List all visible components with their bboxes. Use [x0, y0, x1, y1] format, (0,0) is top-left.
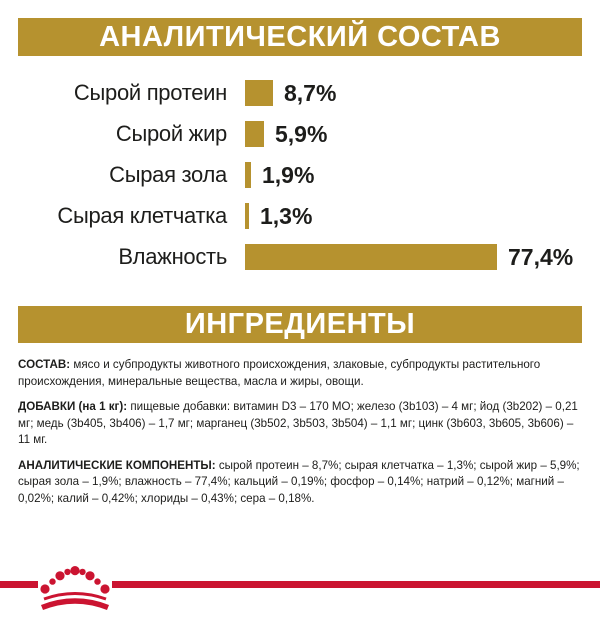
analytical-chart [0, 80, 600, 270]
chart-bar [245, 203, 249, 229]
chart-row-label: Сырая зола [109, 162, 227, 187]
chart-bar [245, 121, 264, 147]
chart-row-label: Влажность [118, 244, 227, 269]
chart-row-label: Сырая клетчатка [57, 203, 227, 228]
paragraph-lead: ДОБАВКИ (на 1 кг): [18, 400, 131, 413]
chart-bar [245, 244, 497, 270]
chart-row [0, 244, 600, 270]
paragraph-lead: СОСТАВ: [18, 358, 74, 371]
chart-row-value: 5,9% [275, 120, 328, 147]
chart-row-value: 1,3% [260, 202, 313, 229]
chart-row-value: 8,7% [284, 79, 337, 106]
chart-bar [245, 80, 273, 106]
chart-row [0, 162, 600, 188]
chart-bar [245, 162, 251, 188]
chart-row [0, 80, 600, 106]
chart-row-value: 1,9% [262, 161, 315, 188]
paragraph-lead: АНАЛИТИЧЕСКИЕ КОМПОНЕНТЫ: [18, 458, 219, 472]
ingredients-header: ИНГРЕДИЕНТЫ [18, 306, 582, 343]
brand-line-left [0, 581, 38, 588]
ingredients-paragraph: СОСТАВ: мясо и субпродукты животного происхождения, злаковые, субпродукты растительного происхождения, минеральные вещества, масла и жиры, овощи. [18, 358, 541, 388]
chart-row-label: Сырой жир [115, 121, 227, 146]
chart-row [0, 121, 600, 147]
chart-row [0, 203, 600, 229]
ingredients-paragraph: ДОБАВКИ (на 1 кг): пищевые добавки: витамин D3 – 170 МО; железо (3b103) – 4 мг; йод (3b202) – 0,21 мг; медь (3b405, 3b406) – 1,7 мг; марганец (3b502, 3b503, 3b504) – 1,1 мг; цинк (3b603, 3b605, 3b606) – 11 мг. [18, 400, 578, 446]
analytical-composition-header: АНАЛИТИЧЕСКИЙ СОСТАВ [18, 18, 582, 56]
brand-line-right [112, 581, 600, 588]
ingredients-paragraphs [18, 357, 582, 507]
ingredients-paragraph: АНАЛИТИЧЕСКИЕ КОМПОНЕНТЫ: сырой протеин – 8,7%; сырая клетчатка – 1,3%; сырой жир – 5,9%; сырая зола – 1,9%; влажность – 77,4%; кальций – 0,19%; фосфор – 0,14%; натрий – 0,12%; магний – 0,02%; калий – 0,42%; хлориды – 0,43%; сера – 0,18%. [18, 458, 580, 505]
chart-row-value: 77,4% [508, 243, 574, 270]
chart-row-label: Сырой протеин [73, 80, 227, 105]
royal-canin-crown-icon [37, 562, 113, 612]
